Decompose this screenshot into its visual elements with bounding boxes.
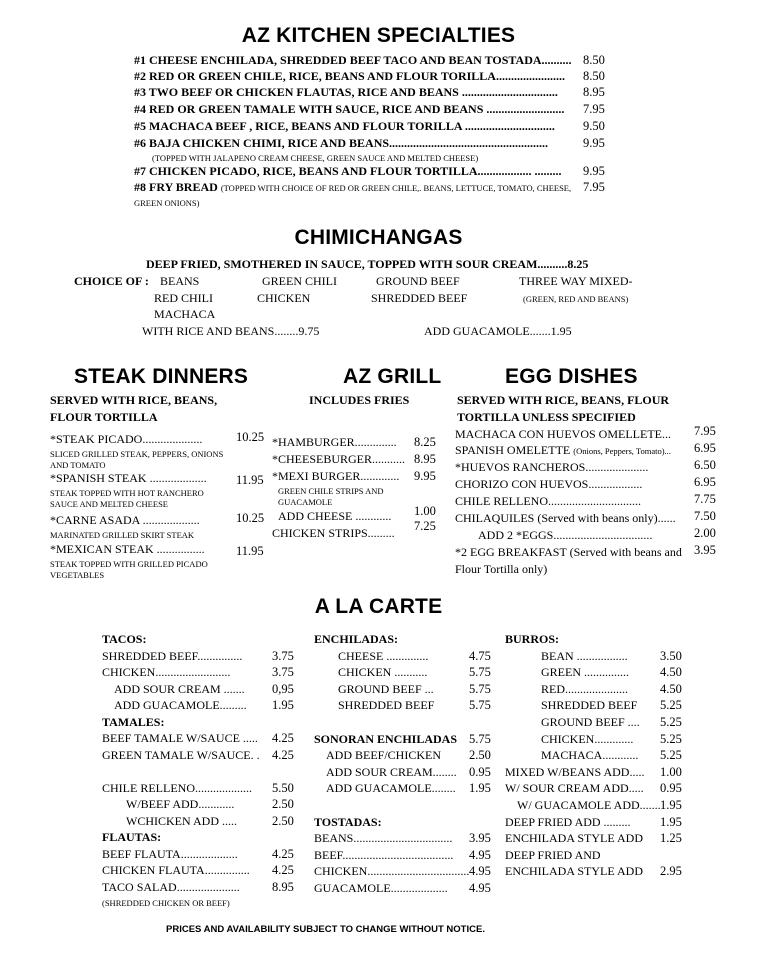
col1-row-label: TACO SALAD..................... bbox=[102, 879, 240, 894]
col1-row-label: BEEF TAMALE W/SAUCE ..... bbox=[102, 731, 258, 745]
grill-hamburger-price: 8.25 bbox=[414, 435, 436, 449]
col2-row-label: SONORAN ENCHILADAS bbox=[314, 731, 458, 746]
col3-row-price: 1.95 bbox=[660, 798, 682, 812]
grill-title: AZ GRILL bbox=[343, 365, 442, 388]
grill-chicken-strips-price: 7.25 bbox=[414, 519, 436, 533]
col1-row-price: 4.25 bbox=[272, 846, 294, 861]
option-machaca: MACHACA bbox=[154, 307, 216, 321]
steak-item-desc: SLICED GRILLED STEAK, PEPPERS, ONIONS bbox=[50, 449, 224, 459]
egg-chile-relleno: CHILE RELLENO............................... bbox=[455, 494, 641, 508]
option-red-chili: RED CHILI bbox=[154, 291, 213, 305]
egg-spanish-omelette-price: 6.95 bbox=[694, 441, 716, 455]
col3-row-price: 5.25 bbox=[660, 731, 682, 746]
specialty-item-3: #3 TWO BEEF OR CHICKEN FLAUTAS, RICE AND BEANS ................................ bbox=[134, 85, 558, 99]
col1-row-price: 2.50 bbox=[272, 797, 294, 811]
egg-chile-relleno-price: 7.75 bbox=[694, 492, 716, 506]
option-three-way-note: (GREEN, RED AND BEANS) bbox=[523, 294, 629, 304]
specialty-item-1: #1 CHEESE ENCHILADA, SHREDDED BEEF TACO AND BEAN TOSTADA.......... bbox=[134, 53, 572, 67]
col1-row-price: 0,95 bbox=[272, 681, 294, 696]
col2-row-label: TOSTADAS: bbox=[314, 814, 382, 829]
col2-row-price: 4.95 bbox=[469, 864, 491, 879]
col2-row-label: BEANS................................. bbox=[314, 831, 453, 846]
col2-row-label: CHEESE .............. bbox=[338, 648, 429, 663]
grill-mexi-burger: *MEXI BURGER............. bbox=[272, 469, 400, 483]
steak-title: STEAK DINNERS bbox=[74, 365, 249, 388]
steak-item: *SPANISH STEAK ................... bbox=[50, 471, 207, 485]
egg-chorizo: CHORIZO CON HUEVOS.................. bbox=[455, 477, 643, 491]
col1-row-label: W/BEEF ADD............ bbox=[126, 797, 235, 811]
steak-item-desc: MARINATED GRILLED SKIRT STEAK bbox=[50, 530, 195, 540]
grill-hamburger: *HAMBURGER.............. bbox=[272, 435, 397, 449]
col1-row-label: CHICKEN FLAUTA............... bbox=[102, 863, 250, 877]
steak-item-price: 11.95 bbox=[236, 473, 264, 487]
specialty-item-8-note2: GREEN ONIONS) bbox=[134, 198, 200, 208]
steak-item: *CARNE ASADA ................... bbox=[50, 513, 200, 527]
option-green-chili: GREEN CHILI bbox=[262, 274, 337, 288]
col2-row-label: ADD GUACAMOLE........ bbox=[326, 781, 456, 796]
col3-row-label: DEEP FRIED ADD ......... bbox=[505, 814, 631, 829]
steak-subtitle-1: SERVED WITH RICE, BEANS, bbox=[50, 393, 218, 407]
specialties-title: AZ KITCHEN SPECIALTIES bbox=[241, 24, 516, 47]
eggs-title: EGG DISHES bbox=[505, 365, 638, 388]
col3-row-label: RED..................... bbox=[541, 681, 628, 696]
chimichangas-with-rice: WITH RICE AND BEANS........9.75 bbox=[142, 324, 320, 338]
grill-subtitle: INCLUDES FRIES bbox=[309, 393, 410, 407]
egg-huevos-rancheros: *HUEVOS RANCHEROS..................... bbox=[455, 460, 649, 474]
col1-row-label: FLAUTAS: bbox=[102, 830, 162, 844]
specialty-item-6: #6 BAJA CHICKEN CHIMI, RICE AND BEANS..................................................... bbox=[134, 136, 549, 150]
steak-item: *STEAK PICADO.................... bbox=[50, 432, 203, 446]
col2-row-price: 5.75 bbox=[469, 698, 491, 713]
specialty-item-2-price: 8.50 bbox=[583, 69, 605, 83]
col1-row-price: 2.50 bbox=[272, 813, 294, 828]
col2-row-label: ENCHILADAS: bbox=[314, 632, 399, 646]
specialty-item-5-price: 9.50 bbox=[583, 119, 605, 133]
egg-chorizo-price: 6.95 bbox=[694, 475, 716, 489]
chimichangas-subtitle: DEEP FRIED, SMOTHERED IN SAUCE, TOPPED WITH SOUR CREAM..........8.25 bbox=[146, 257, 589, 271]
col2-row-price: 5.75 bbox=[469, 681, 491, 696]
col3-row-price: 1.25 bbox=[660, 831, 682, 846]
grill-cheeseburger-price: 8.95 bbox=[414, 452, 436, 466]
egg-2-egg-breakfast: *2 EGG BREAKFAST (Served with beans and bbox=[455, 545, 682, 559]
col2-row-label: SHREDDED BEEF bbox=[338, 698, 435, 713]
col1-row-label: TAMALES: bbox=[102, 714, 165, 729]
specialty-item-2: #2 RED OR GREEN CHILE, RICE, BEANS AND FLOUR TORILLA....................... bbox=[134, 69, 565, 83]
steak-item-desc: STEAK TOPPED WITH HOT RANCHERO bbox=[50, 488, 204, 498]
col1-row-price: 1.95 bbox=[272, 698, 294, 712]
col2-row-label: CHICKEN.................................. bbox=[314, 864, 470, 879]
col2-row-price: 5.75 bbox=[469, 731, 491, 746]
col2-row-label: CHICKEN ........... bbox=[338, 665, 428, 680]
col1-row-label: GREEN TAMALE W/SAUCE. . bbox=[102, 747, 260, 762]
specialty-item-3-price: 8.95 bbox=[583, 85, 605, 99]
egg-machaca-price: 7.95 bbox=[694, 424, 716, 438]
steak-item-desc: AND TOMATO bbox=[50, 460, 106, 470]
option-ground-beef: GROUND BEEF bbox=[376, 274, 460, 288]
taco-salad-note: (SHREDDED CHICKEN OR BEEF) bbox=[102, 898, 230, 908]
grill-mexi-burger-price: 9.95 bbox=[414, 469, 436, 483]
col2-row-price: 1.95 bbox=[469, 781, 491, 796]
steak-item-price: 10.25 bbox=[236, 511, 265, 525]
col3-row-label: DEEP FRIED AND bbox=[505, 847, 601, 862]
col1-row-label: ADD SOUR CREAM ....... bbox=[114, 681, 245, 696]
specialty-item-8 bbox=[134, 180, 571, 195]
col2-row-label: GUACAMOLE................... bbox=[314, 881, 448, 895]
col3-row-price: 1.95 bbox=[660, 814, 682, 829]
col3-row-price: 1.00 bbox=[660, 764, 682, 779]
grill-add-cheese-price: 1.00 bbox=[414, 504, 436, 518]
col1-row-label: CHICKEN......................... bbox=[102, 665, 231, 679]
egg-2-egg-breakfast-note: Flour Tortilla only) bbox=[455, 562, 548, 576]
col1-row-price: 4.25 bbox=[272, 747, 294, 762]
col1-row-label: SHREDDED BEEF............... bbox=[102, 648, 243, 663]
footer-notice: PRICES AND AVAILABILITY SUBJECT TO CHANGE WITHOUT NOTICE. bbox=[166, 924, 485, 935]
col3-row-price: 3.50 bbox=[660, 648, 682, 663]
grill-mexi-note-1: GREEN CHILE STRIPS AND bbox=[278, 486, 384, 496]
egg-spanish-omelette bbox=[455, 443, 671, 458]
chimichangas-title: CHIMICHANGAS bbox=[294, 226, 463, 249]
option-three-way: THREE WAY MIXED- bbox=[519, 274, 633, 288]
egg-huevos-rancheros-price: 6.50 bbox=[694, 458, 716, 472]
col2-row-price: 4.95 bbox=[469, 881, 491, 895]
col3-row-label: ENCHILADA STYLE ADD bbox=[505, 864, 643, 879]
col2-row-price: 3.95 bbox=[469, 831, 491, 846]
egg-chilaquiles-price: 7.50 bbox=[694, 509, 716, 523]
specialty-item-4-price: 7.95 bbox=[583, 102, 605, 116]
col3-row-price: 4.50 bbox=[660, 681, 682, 696]
specialty-item-8-price: 7.95 bbox=[583, 180, 605, 194]
col1-row-price: 4.25 bbox=[272, 731, 294, 745]
egg-2-egg-breakfast-price: 3.95 bbox=[694, 543, 716, 557]
col3-row-label: CHICKEN............. bbox=[541, 731, 634, 746]
grill-add-cheese: ADD CHEESE ............ bbox=[278, 509, 392, 523]
specialty-item-5: #5 MACHACA BEEF , RICE, BEANS AND FLOUR TORILLA .............................. bbox=[134, 119, 555, 133]
option-beans: BEANS bbox=[160, 274, 200, 288]
col3-row-label: GROUND BEEF .... bbox=[541, 715, 640, 729]
grill-chicken-strips: CHICKEN STRIPS......... bbox=[272, 526, 395, 540]
steak-item-desc: STEAK TOPPED WITH GRILLED PICADO bbox=[50, 559, 208, 569]
col1-row-label: CHILE RELLENO................... bbox=[102, 780, 252, 795]
col3-row-label: ENCHILADA STYLE ADD bbox=[505, 831, 643, 846]
specialty-item-7-price: 9.95 bbox=[583, 164, 605, 178]
col3-row-label: BURROS: bbox=[505, 632, 560, 646]
steak-subtitle-2: FLOUR TORTILLA bbox=[50, 410, 158, 424]
specialty-item-4: #4 RED OR GREEN TAMALE WITH SAUCE, RICE AND BEANS .......................... bbox=[134, 102, 565, 116]
col2-row-label: ADD BEEF/CHICKEN bbox=[326, 748, 442, 763]
col2-row-price: 2.50 bbox=[469, 748, 491, 763]
col3-row-price: 4.50 bbox=[660, 665, 682, 680]
col1-row-label: BEEF FLAUTA................... bbox=[102, 846, 238, 861]
egg-spanish-omelette-note: (Onions, Peppers, Tomato)... bbox=[573, 446, 671, 456]
col2-row-label: GROUND BEEF ... bbox=[338, 681, 434, 696]
col3-row-label: MACHACA............ bbox=[541, 748, 639, 763]
col3-row-label: BEAN ................. bbox=[541, 648, 628, 663]
col2-row-price: 4.75 bbox=[469, 648, 491, 663]
specialty-item-6-note: (TOPPED WITH JALAPENO CREAM CHEESE, GREEN SAUCE AND MELTED CHEESE) bbox=[152, 153, 479, 163]
col3-row-price: 0.95 bbox=[660, 781, 682, 796]
col3-row-price: 5.25 bbox=[660, 748, 682, 763]
specialty-item-8-name: #8 FRY BREAD bbox=[134, 180, 218, 194]
option-shredded-beef: SHREDDED BEEF bbox=[371, 291, 468, 305]
specialty-item-7: #7 CHICKEN PICADO, RICE, BEANS AND FLOUR TORTILLA.................. ......... bbox=[134, 164, 562, 178]
steak-item: *MEXICAN STEAK ................ bbox=[50, 542, 205, 556]
col1-row-label: TACOS: bbox=[102, 632, 147, 646]
specialty-item-1-price: 8.50 bbox=[583, 53, 605, 67]
col2-row-label: ADD SOUR CREAM........ bbox=[326, 764, 457, 779]
egg-add-2-eggs: ADD 2 *EGGS................................. bbox=[478, 528, 653, 542]
choice-of-label: CHOICE OF : bbox=[74, 274, 149, 288]
egg-machaca: MACHACA CON HUEVOS OMELLETE... bbox=[455, 427, 671, 441]
col1-row-price: 8.95 bbox=[272, 879, 294, 894]
col2-row-price: 5.75 bbox=[469, 665, 491, 680]
col1-row-price: 3.75 bbox=[272, 665, 294, 679]
col3-row-label: SHREDDED BEEF bbox=[541, 698, 638, 713]
grill-mexi-note-2: GUACAMOLE bbox=[278, 497, 333, 507]
col2-row-price: 4.95 bbox=[469, 847, 491, 862]
eggs-subtitle-1: SERVED WITH RICE, BEANS, FLOUR bbox=[457, 393, 670, 407]
egg-chilaquiles: CHILAQUILES (Served with beans only)...... bbox=[455, 511, 676, 525]
steak-item-price: 11.95 bbox=[236, 544, 264, 558]
egg-add-2-eggs-price: 2.00 bbox=[694, 526, 716, 540]
col3-row-price: 5.25 bbox=[660, 715, 682, 729]
col3-row-label: GREEN ............... bbox=[541, 665, 629, 680]
alacarte-title: A LA CARTE bbox=[314, 595, 443, 618]
col3-row-label: W/ GUACAMOLE ADD....... bbox=[517, 798, 661, 812]
steak-item-desc: VEGETABLES bbox=[50, 570, 105, 580]
col1-row-label: WCHICKEN ADD ..... bbox=[126, 813, 237, 828]
col3-row-label: W/ SOUR CREAM ADD..... bbox=[505, 781, 644, 796]
col2-row-price: 0.95 bbox=[469, 764, 491, 779]
col3-row-label: MIXED W/BEANS ADD..... bbox=[505, 764, 645, 779]
col3-row-price: 2.95 bbox=[660, 864, 682, 879]
chimichangas-add-guacamole: ADD GUACAMOLE.......1.95 bbox=[424, 324, 572, 338]
col3-row-price: 5.25 bbox=[660, 698, 682, 713]
egg-spanish-omelette-name: SPANISH OMELETTE bbox=[455, 443, 571, 457]
grill-cheeseburger: *CHEESEBURGER........... bbox=[272, 452, 406, 466]
option-chicken: CHICKEN bbox=[257, 291, 311, 305]
steak-item-price: 10.25 bbox=[236, 430, 265, 444]
col2-row-label: BEEF..................................... bbox=[314, 847, 454, 862]
col1-row-price: 3.75 bbox=[272, 648, 294, 663]
col1-row-label: ADD GUACAMOLE......... bbox=[114, 698, 247, 712]
col1-row-price: 4.25 bbox=[272, 863, 294, 877]
specialty-item-6-price: 9.95 bbox=[583, 136, 605, 150]
steak-item-desc: SAUCE AND MELTED CHEESE bbox=[50, 499, 168, 509]
col1-row-price: 5.50 bbox=[272, 780, 294, 795]
specialty-item-8-note: (TOPPED WITH CHOICE OF RED OR GREEN CHILE,. BEANS, LETTUCE, TOMATO, CHEESE, bbox=[220, 183, 572, 193]
eggs-subtitle-2: TORTILLA UNLESS SPECIFIED bbox=[457, 410, 636, 424]
